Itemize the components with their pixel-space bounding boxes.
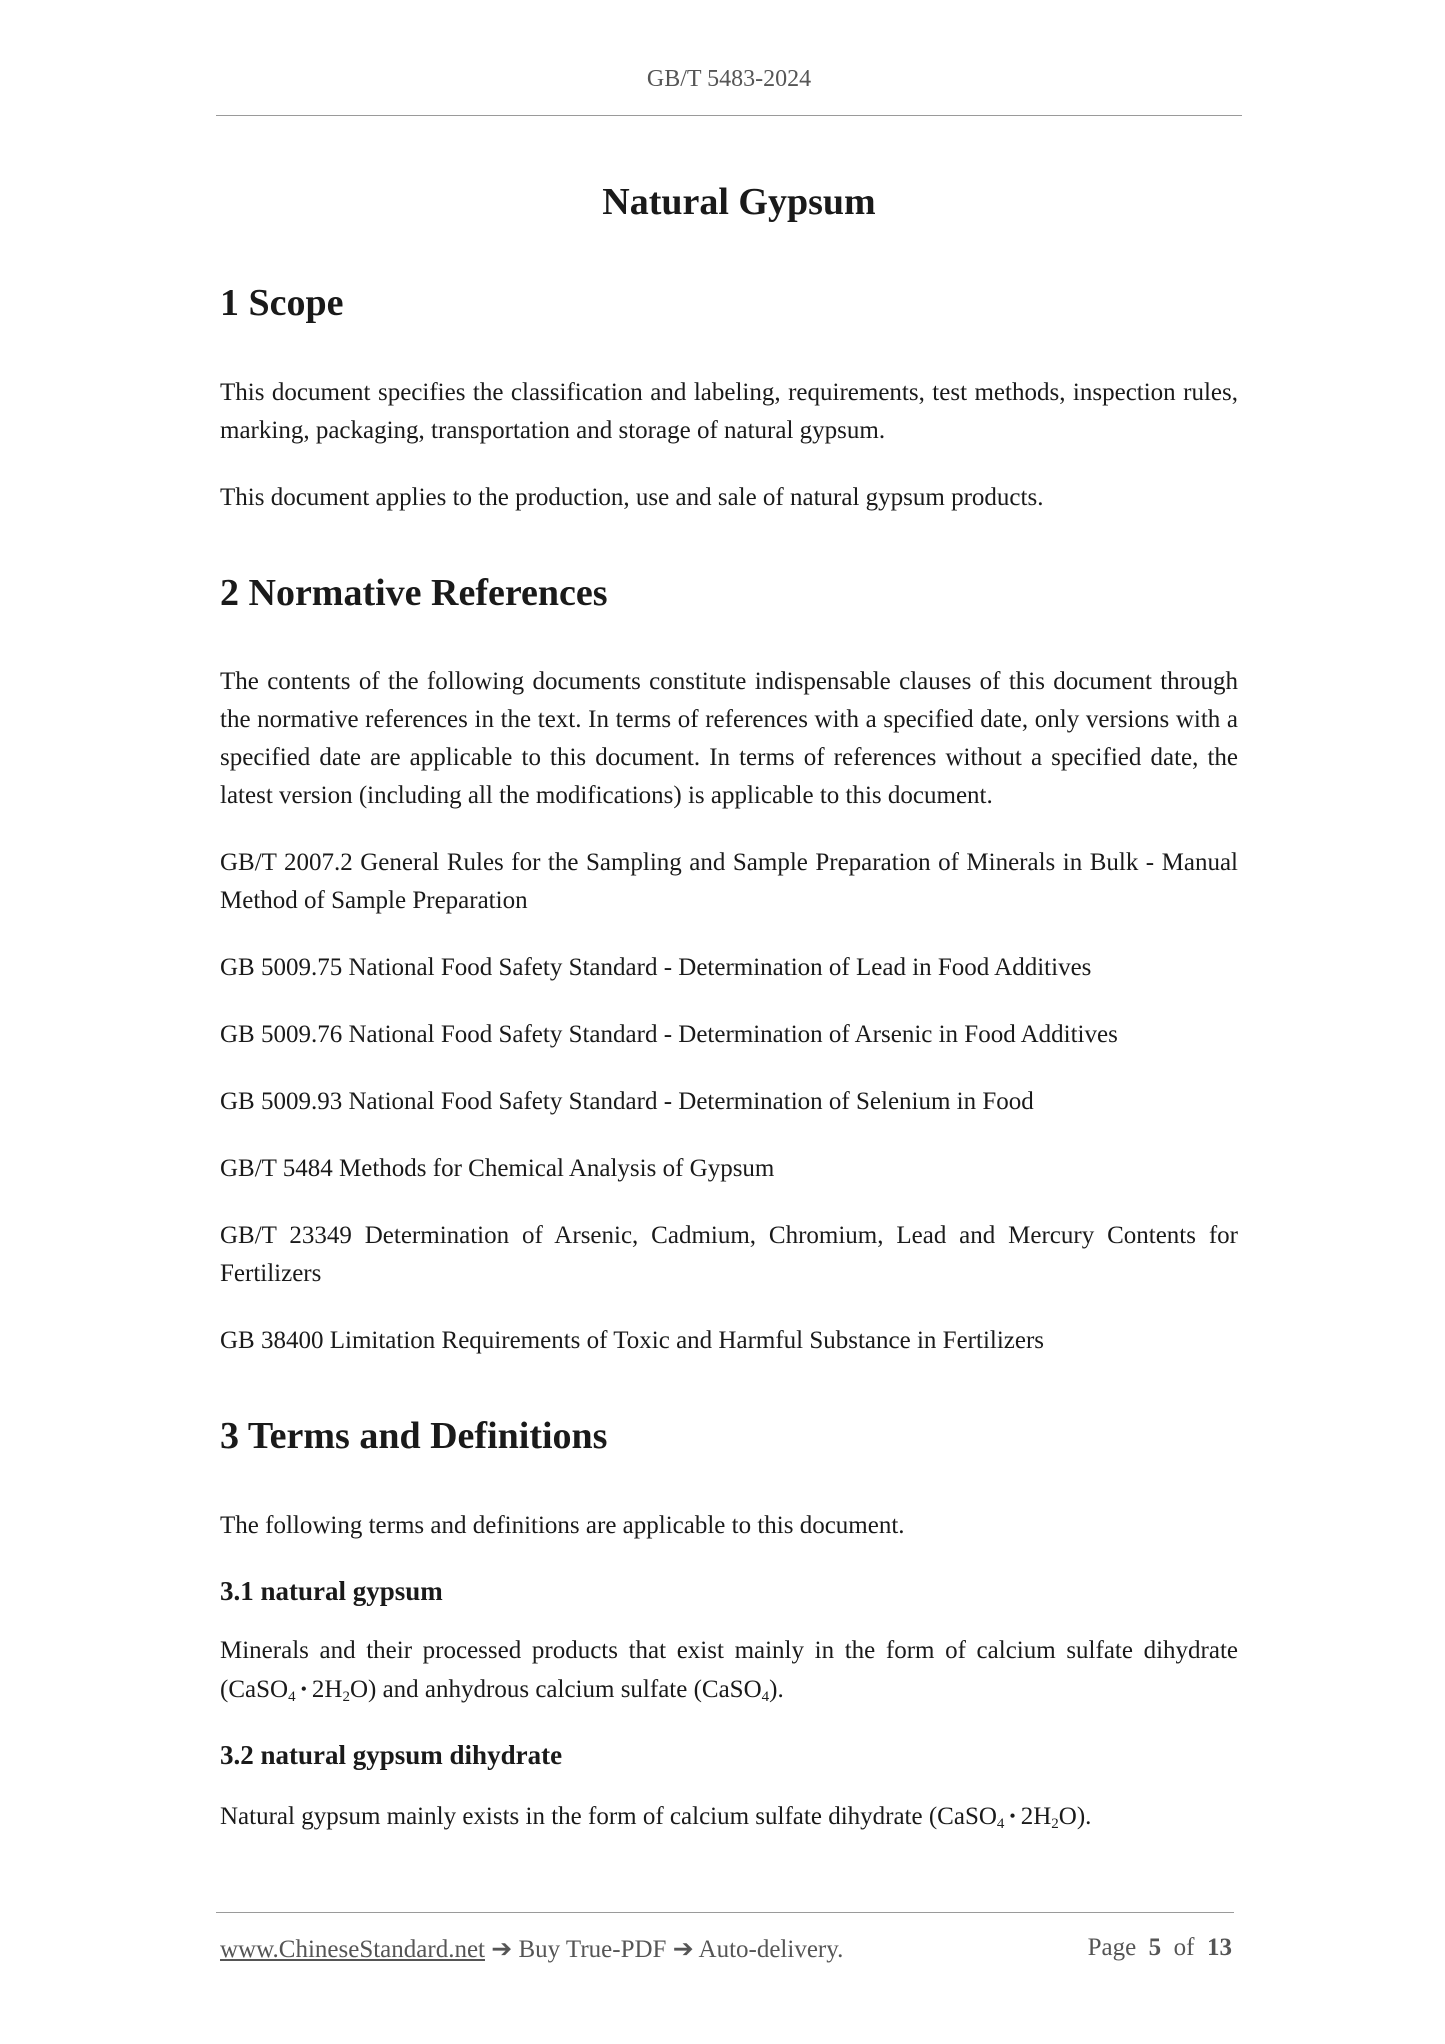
- header-divider: [216, 115, 1242, 116]
- section-heading-normative-references: 2 Normative References: [220, 571, 608, 614]
- of-label: of: [1173, 1934, 1195, 1961]
- page-label: Page: [1087, 1934, 1137, 1961]
- definition-text: ).: [769, 1676, 784, 1704]
- term-heading-natural-gypsum-dihydrate: 3.2 natural gypsum dihydrate: [220, 1740, 563, 1771]
- chinesestandard-link[interactable]: www.ChineseStandard.net: [220, 1936, 485, 1963]
- footer-promo: [220, 1934, 843, 1964]
- reference-item: GB 5009.75 National Food Safety Standard - Determination of Lead in Food Additives: [220, 954, 1092, 982]
- document-body: [220, 170, 1238, 1836]
- footer-divider: [216, 1912, 1234, 1913]
- definition-text: Minerals and their processed products that exist mainly in the form of calcium sulfate dihydrate (CaSO: [220, 1637, 1238, 1704]
- reference-item: GB 5009.93 National Food Safety Standard - Determination of Selenium in Food: [220, 1088, 1034, 1116]
- subscript: 4: [288, 1689, 296, 1706]
- reference-item: GB/T 23349 Determination of Arsenic, Cadmium, Chromium, Lead and Mercury Contents for Fertilizers: [220, 1222, 1238, 1288]
- arrow-right-icon: ➔: [672, 1936, 694, 1963]
- auto-delivery-text: Auto-delivery.: [698, 1936, 844, 1963]
- scope-paragraph-1: This document specifies the classification and labeling, requirements, test methods, inspection rules, marking, packaging, transportation and storage of natural gypsum.: [220, 378, 1238, 444]
- definition-text: O) and anhydrous calcium sulfate (CaSO: [349, 1676, 762, 1704]
- references-intro: The contents of the following documents constitute indispensable clauses of this document through the normative references in the text. In terms of references with a specified date, only versions with a specified date are applicable to this document. In terms of references without a specified date, the latest version (including all the modifications) is applicable to this document.: [220, 668, 1238, 810]
- section-heading-scope: 1 Scope: [220, 282, 344, 325]
- reference-item: GB 5009.76 National Food Safety Standard - Determination of Arsenic in Food Additives: [220, 1021, 1118, 1049]
- reference-item: GB/T 5484 Methods for Chemical Analysis of Gypsum: [220, 1155, 775, 1183]
- page-number: 5: [1148, 1934, 1162, 1961]
- bullet-dot-icon: •: [1009, 1806, 1016, 1827]
- reference-item: GB 38400 Limitation Requirements of Toxic and Harmful Substance in Fertilizers: [220, 1327, 1045, 1355]
- arrow-right-icon: ➔: [491, 1936, 513, 1963]
- scope-paragraph-2: This document applies to the production, use and sale of natural gypsum products.: [220, 483, 1044, 511]
- page-total: 13: [1207, 1934, 1232, 1961]
- terms-intro: The following terms and definitions are applicable to this document.: [220, 1511, 905, 1539]
- subscript: 2: [1051, 1816, 1059, 1833]
- document-title: Natural Gypsum: [602, 181, 876, 223]
- reference-item: GB/T 2007.2 General Rules for the Sampling and Sample Preparation of Minerals in Bulk - Manual Method of Sample Preparation: [220, 849, 1238, 915]
- page-indicator: [1088, 1934, 1232, 1962]
- subscript: 4: [996, 1816, 1005, 1833]
- subscript: 4: [761, 1689, 770, 1706]
- definition-text: 2H: [1020, 1803, 1052, 1831]
- buy-true-pdf-text: Buy True-PDF: [518, 1936, 667, 1963]
- definition-text: O).: [1058, 1803, 1092, 1831]
- term-heading-natural-gypsum: 3.1 natural gypsum: [220, 1575, 443, 1606]
- footer: [220, 1934, 1232, 1964]
- bullet-dot-icon: •: [300, 1679, 307, 1700]
- subscript: 2: [342, 1689, 350, 1706]
- term-definition-natural-gypsum: [220, 1632, 1238, 1709]
- section-heading-terms: 3 Terms and Definitions: [220, 1415, 608, 1458]
- term-definition-natural-gypsum-dihydrate: [220, 1797, 1238, 1836]
- header-doc-code: GB/T 5483-2024: [646, 66, 812, 92]
- definition-text: 2H: [311, 1676, 343, 1704]
- definition-text: Natural gypsum mainly exists in the form of calcium sulfate dihydrate (CaSO: [220, 1803, 997, 1831]
